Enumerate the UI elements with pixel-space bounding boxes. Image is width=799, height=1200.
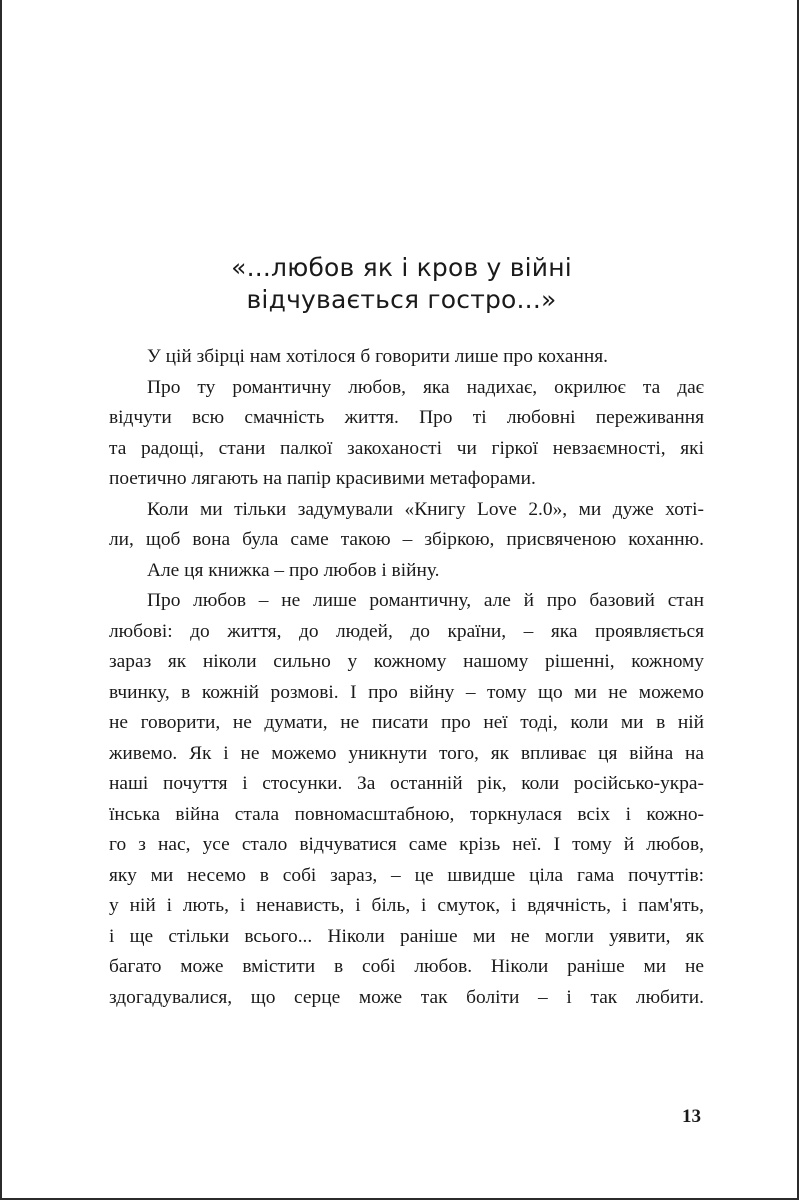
- text-line: зараз як ніколи сильно у кожному нашому рішенні, кожному: [109, 651, 704, 672]
- text-line: У цій збірці нам хотілося б говорити лише про кохання.: [147, 346, 609, 367]
- text-line: вчинку, в кожній розмові. І про війну – тому що ми не можемо: [109, 681, 704, 703]
- heading-line-1: «...любов як і кров у війні: [231, 253, 572, 282]
- text-line: поетично лягають на папір красивими метафорами.: [109, 468, 536, 489]
- page-number: 13: [682, 1106, 701, 1127]
- text-line: багато може вмістити в собі любов. Ніколи раніше ми не: [109, 956, 704, 977]
- body-text: [109, 342, 704, 1013]
- text-line: яку ми несемо в собі зараз, – це швидше ціла гама почуттів:: [109, 864, 704, 886]
- heading-line-2: відчувається гостро...»: [246, 285, 557, 314]
- text-line: Коли ми тільки задумували «Книгу Love 2.0», ми дуже хоті-: [147, 498, 704, 520]
- text-line: наші почуття і стосунки. За останній рік, коли російсько-укра-: [109, 773, 704, 794]
- text-line: здогадувалися, що серце може так боліти – і так любити.: [109, 986, 704, 1008]
- text-line: живемо. Як і не можемо уникнути того, як впливає ця війна на: [109, 742, 704, 764]
- text-line: та радощі, стани палкої закоханості чи гіркої невзаємності, які: [109, 437, 704, 459]
- text-line: Але ця книжка – про любов і війну.: [147, 559, 440, 581]
- text-line: ли, щоб вона була саме такою – збіркою, присвяченою коханню.: [109, 529, 704, 550]
- text-line: їнська війна стала повномасштабною, торкнулася всіх і кожно-: [109, 803, 704, 825]
- text-line: відчути всю смачність життя. Про ті любовні переживання: [109, 407, 704, 428]
- text-line: у ній і лють, і ненависть, і біль, і смуток, і вдячність, і пам'ять,: [109, 895, 704, 916]
- chapter-epigraph-heading: [62, 252, 741, 316]
- text-line: і ще стільки всього... Ніколи раніше ми не могли уявити, як: [109, 925, 704, 947]
- text-line: го з нас, усе стало відчуватися саме крізь неї. І тому й любов,: [109, 834, 704, 855]
- text-line: не говорити, не думати, не писати про неї тоді, коли ми в ній: [109, 712, 704, 733]
- text-line: любові: до життя, до людей, до країни, – яка проявляється: [109, 620, 704, 642]
- text-line: Про любов – не лише романтичну, але й про базовий стан: [147, 590, 704, 611]
- text-line: Про ту романтичну любов, яка надихає, окрилює та дає: [147, 376, 704, 398]
